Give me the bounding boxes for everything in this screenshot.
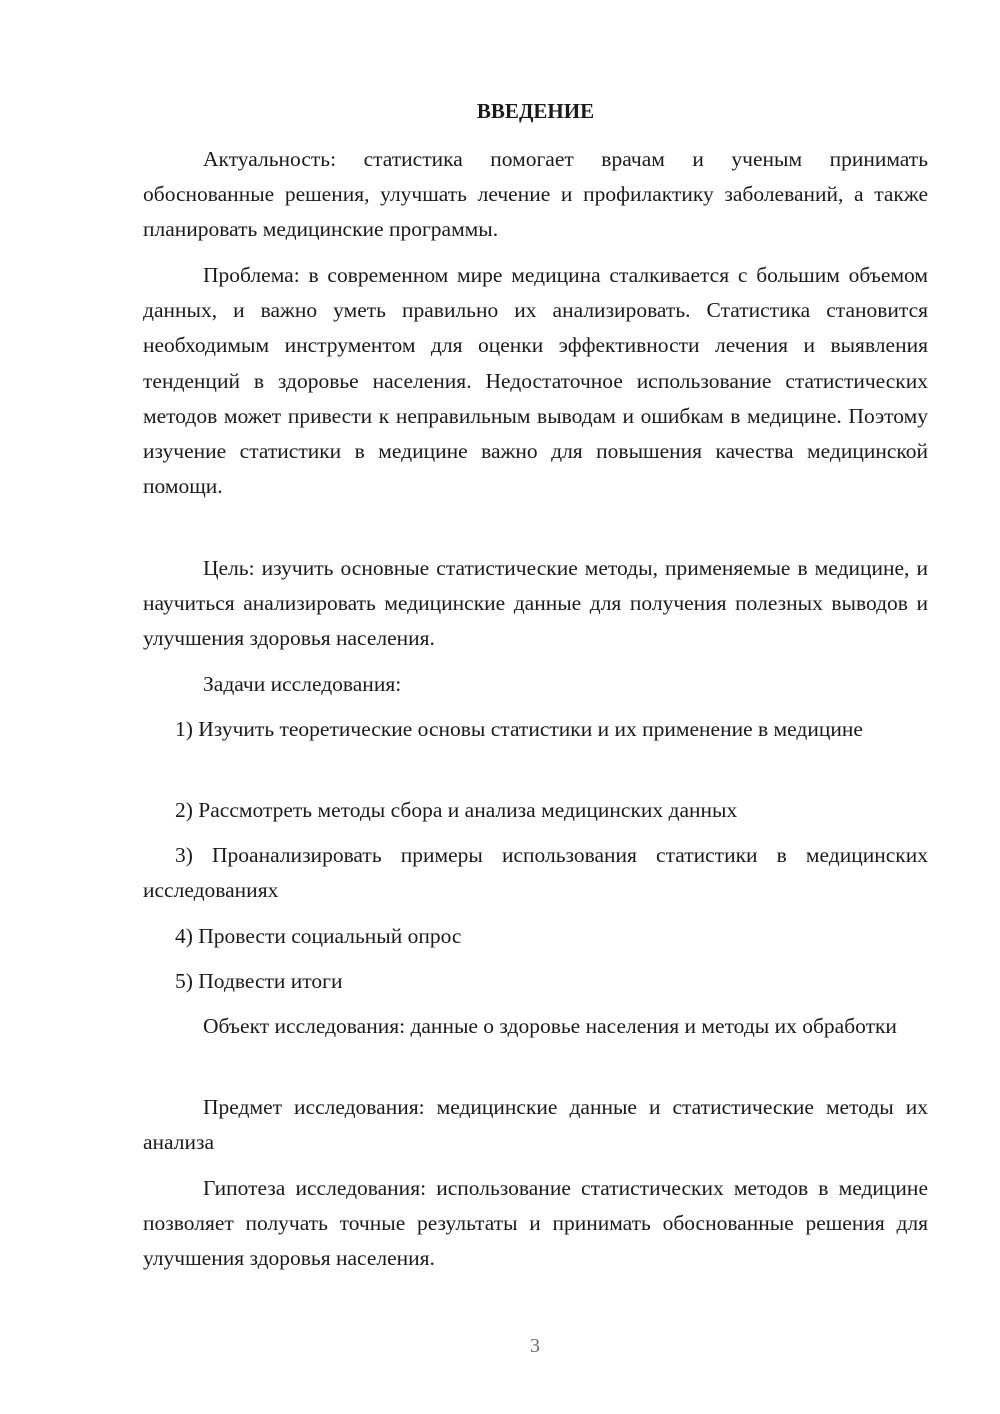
paragraph-relevance: Актуальность: статистика помогает врачам и ученым принимать обоснованные решения, улучшать лечение и профилактику заболеваний, а также планировать медицинские программы. — [143, 147, 928, 242]
task-item-4: 4) Провести социальный опрос — [175, 924, 462, 948]
paragraph-object: Объект исследования: данные о здоровье населения и методы их обработки — [203, 1014, 897, 1038]
page-number: 3 — [530, 1335, 540, 1357]
task-item-1: 1) Изучить теоретические основы статистики и их применение в медицине — [175, 717, 863, 741]
task-item-2: 2) Рассмотреть методы сбора и анализа медицинских данных — [175, 798, 738, 822]
paragraph-tasks-heading: Задачи исследования: — [203, 672, 402, 696]
paragraph-hypothesis: Гипотеза исследования: использование статистических методов в медицине позволяет получать точные результаты и принимать обоснованные решения для улучшения здоровья населения. — [143, 1176, 928, 1271]
paragraph-subject: Предмет исследования: медицинские данные и статистические методы их анализа — [143, 1095, 928, 1155]
task-item-3: 3) Проанализировать примеры использования статистики в медицинских исследованиях — [143, 843, 928, 903]
task-item-5: 5) Подвести итоги — [175, 969, 343, 993]
paragraph-goal: Цель: изучить основные статистические методы, применяемые в медицине, и научиться анализировать медицинские данные для получения полезных выводов и улучшения здоровья населения. — [143, 556, 928, 651]
section-title: ВВЕДЕНИЕ — [476, 99, 595, 123]
paragraph-problem: Проблема: в современном мире медицина сталкивается с большим объемом данных, и важно уметь правильно их анализировать. Статистика становится необходимым инструментом для оценки эффективности лечения и выявления тенденций в здоровье населения. Недостаточное использование статистических методов может привести к неправильным выводам и ошибкам в медицине. Поэтому изучение статистики в медицине важно для повышения качества медицинской помощи. — [143, 263, 928, 499]
